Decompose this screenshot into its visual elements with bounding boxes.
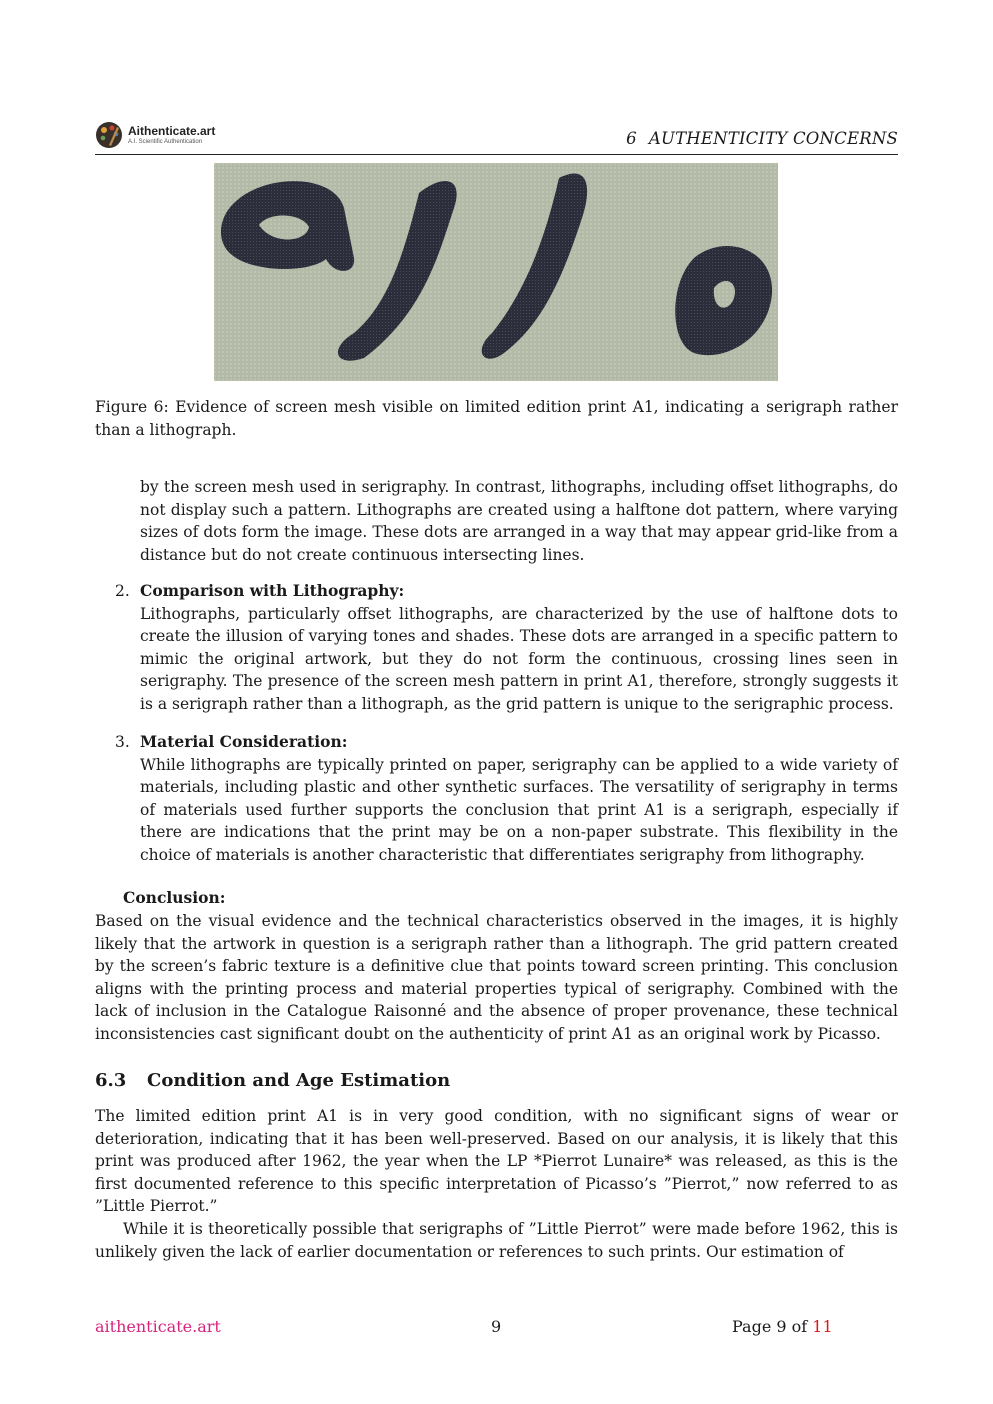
list-item-title: Material Consideration: — [140, 732, 348, 751]
list-item-number: 3. — [115, 733, 130, 751]
screen-mesh-figure-image — [214, 163, 778, 381]
brand-logo — [95, 120, 215, 150]
conclusion-paragraph: Based on the visual evidence and the technical characteristics observed in the images, it is highly likely that the artwork in question is a serigraph rather than a lithograph. The grid pattern created by the screen’s fabric texture is a definitive clue that points toward screen printing. This conclusion aligns with the printing process and material properties typical of serigraphy. Combined with the lack of inclusion in the Catalogue Raisonné and the absence of proper provenance, these technical inconsistencies cast significant doubt on the authenticity of print A1 as an original work by Picasso. — [95, 912, 898, 1043]
footer-page-total-link[interactable]: 11 — [812, 1317, 833, 1336]
list-item-continuation — [140, 476, 898, 566]
running-head-title: AUTHENTICITY CONCERNS — [648, 129, 898, 148]
continuation-paragraph: by the screen mesh used in serigraphy. In contrast, lithographs, including offset lithographs, do not display such a pattern. Lithographs are created using a halftone dot pattern, where varying sizes of dots form the image. These dots are arranged in a way that may appear grid-like from a distance but do not create continuous intersecting lines. — [140, 478, 898, 564]
running-head — [626, 129, 898, 148]
list-item-text: While lithographs are typically printed on paper, serigraphy can be applied to a wide variety of materials, including plastic and other synthetic surfaces. The versatility of serigraphy in terms of materials used further supports the conclusion that print A1 is a serigraph, especially if there are indications that the print may be on a non-paper substrate. This flexibility in the choice of materials is another characteristic that differentiates serigraphy from lithography. — [140, 755, 898, 864]
logo-name: Aithenticate.art — [128, 124, 216, 138]
section-paragraph: While it is theoretically possible that serigraphs of ”Little Pierrot” were made before 1962, this is unlikely given the lack of earlier documentation or references to such prints. Our estimation of — [95, 1219, 898, 1261]
footer-page-count — [732, 1316, 833, 1338]
logo-tagline: A.I. Scientific Authentication — [128, 139, 203, 145]
conclusion-body — [95, 910, 898, 1046]
page-header — [95, 118, 898, 155]
list-item-title: Comparison with Lithography: — [140, 581, 405, 600]
section-number: 6.3 — [95, 1070, 127, 1091]
list-item-text: Lithographs, particularly offset lithographs, are characterized by the use of halftone dots to create the illusion of varying tones and shades. These dots are arranged in a specific pattern to mimic the original artwork, but they do not form the continuous, crossing lines seen in serigraphy. The presence of the screen mesh pattern in print A1, therefore, strongly suggests it is a serigraph rather than a lithograph, as the grid pattern is unique to the serigraphic process. — [140, 604, 898, 713]
list-item-number: 2. — [115, 582, 130, 600]
conclusion-title: Conclusion: — [123, 888, 226, 907]
footer-page-number: 9 — [491, 1317, 502, 1336]
footer-site-link[interactable]: aithenticate.art — [95, 1317, 221, 1336]
section-body — [95, 1105, 898, 1263]
section-heading — [95, 1069, 450, 1093]
section-paragraph: The limited edition print A1 is in very good condition, with no significant signs of wear or deterioration, indicating that it has been well-preserved. Based on our analysis, it is likely that this print was produced after 1962, the year when the LP *Pierrot Lunaire* was released, as this is the first documented reference to this specific interpretation of Picasso’s ”Pierrot,” now referred to as ”Little Pierrot.” — [95, 1107, 898, 1216]
footer-page-label: Page 9 of — [732, 1317, 808, 1336]
palette-logo-icon — [95, 121, 123, 149]
running-head-number: 6 — [626, 129, 637, 148]
figure-caption: Figure 6: Evidence of screen mesh visible on limited edition print A1, indicating a serigraph rather than a lithograph. — [95, 398, 898, 439]
section-title: Condition and Age Estimation — [147, 1070, 451, 1091]
